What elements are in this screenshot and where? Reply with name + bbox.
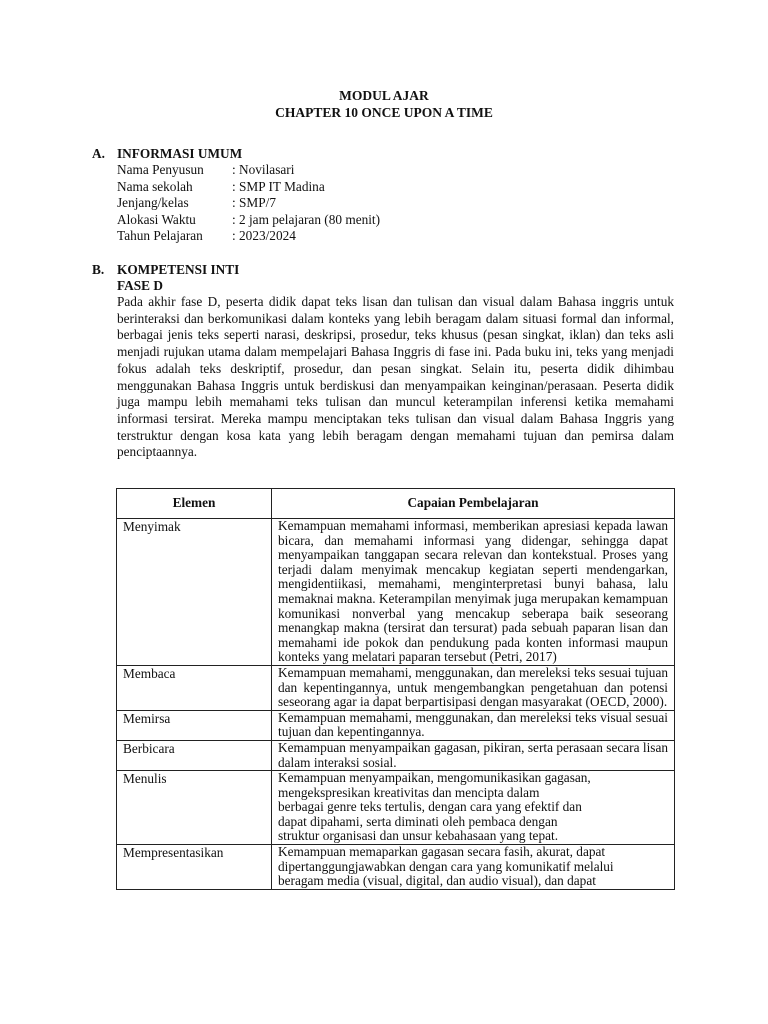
table-header-row xyxy=(117,489,675,519)
info-label: Nama Penyusun xyxy=(117,162,204,177)
info-value: : Novilasari xyxy=(232,162,295,177)
info-label: Nama sekolah xyxy=(117,178,193,194)
outcome-cell: Kemampuan menyampaikan gagasan, pikiran, serta perasaan secara lisan dalam interaksi sosial. xyxy=(272,740,675,770)
general-info-list xyxy=(117,162,380,245)
learning-outcomes-table xyxy=(116,488,675,890)
outcome-line: mengekspresikan kreativitas dan mencipta dalam xyxy=(278,784,540,800)
info-value: : 2023/2024 xyxy=(232,228,296,244)
outcome-line: berbagai genre teks tertulis, dengan cara yang efektif dan xyxy=(278,799,582,815)
table-row xyxy=(117,665,675,710)
info-value: : SMP/7 xyxy=(232,195,276,211)
info-row xyxy=(117,228,380,245)
element-cell: Menyimak xyxy=(117,519,272,666)
outcome-cell: Kemampuan memahami, menggunakan, dan mereleksi teks visual sesuai tujuan dan kepentingannya. xyxy=(272,710,675,740)
outcome-cell xyxy=(272,771,675,845)
outcome-line: struktur organisasi dan unsur kebahasaan yang tepat. xyxy=(278,828,559,844)
outcome-cell: Kemampuan memahami, menggunakan, dan mereleksi teks sesuai tujuan dan kepentingannya, untuk mengembangkan pengetahuan dan potensi seseorang agar ia dapat berpartisipasi dengan masyarakat (OECD, 2000). xyxy=(272,665,675,710)
outcome-line: Kemampuan menyampaikan, mengomunikasikan gagasan, xyxy=(278,770,591,786)
section-a-title: INFORMASI UMUM xyxy=(117,146,243,161)
table-row xyxy=(117,710,675,740)
info-row xyxy=(117,212,380,229)
table-row xyxy=(117,740,675,770)
outcome-line: Kemampuan memaparkan gagasan secara fasih, akurat, dapat xyxy=(278,844,606,860)
info-label: Tahun Pelajaran xyxy=(117,228,203,244)
header-outcome: Capaian Pembelajaran xyxy=(272,489,675,519)
info-value: : 2 jam pelajaran (80 menit) xyxy=(232,211,381,227)
info-label: Alokasi Waktu xyxy=(117,211,196,227)
header-element: Elemen xyxy=(117,489,272,519)
outcome-cell: Kemampuan memahami informasi, memberikan apresiasi kepada lawan bicara, dan memahami informasi yang didengar, sehingga dapat menyampaikan tanggapan secara relevan dan kontekstual. Proses yang terjadi dalam menyimak mencakup kegiatan seperti mendengarkan, mengidentiikasi, memahami, menginterpretasi bunyi bahasa, lalu memaknai makna. Keterampilan menyimak juga merupakan kemampuan komunikasi nonverbal yang mencakup seberapa baik seseorang menangkap makna (tersirat dan tersurat) pada sebuah paparan lisan dan memahami ide pokok dan pendukung pada konten informasi maupun konteks yang melatari paparan tersebut (Petri, 2017) xyxy=(272,519,675,666)
outcome-line: dapat dipahami, serta diminati oleh pembaca dengan xyxy=(278,813,558,829)
section-b-title: KOMPETENSI INTI xyxy=(117,262,240,277)
element-cell: Menulis xyxy=(117,771,272,845)
chapter-title: CHAPTER 10 ONCE UPON A TIME xyxy=(275,105,493,120)
section-b-letter: B. xyxy=(92,262,105,277)
competency-paragraph: Pada akhir fase D, peserta didik dapat teks lisan dan tulisan dan visual dalam Bahasa inggris untuk berinteraksi dan berkomunikasi dalam konteks yang lebih beragam dalam situasi formal dan informal, berbagai jenis teks seperti narasi, deskripsi, prosedur, teks khusus (pesan singkat, iklan) dan teks asli menjadi rujukan utama dalam mempelajari Bahasa Inggris di fase ini. Pada buku ini, teks yang menjadi fokus adalah teks deskriptif, prosedur, dan pesan singkat. Selain itu, peserta didik dihimbau menggunakan Bahasa Inggris untuk berdiskusi dan menyampaikan keinginan/perasaan. Peserta didik juga mampu lebih memahami teks tulisan dan muncul keterampilan inferensi ketika memahami informasi tersirat. Mereka mampu menciptakan teks tulisan dan visual dalam Bahasa Inggris yang terstruktur dengan kosa kata yang lebih beragam dengan memahami tujuan dan pemirsa dalam penciptaannya. xyxy=(117,294,674,460)
info-value: : SMP IT Madina xyxy=(232,178,325,194)
table-row xyxy=(117,519,675,666)
section-a-letter: A. xyxy=(92,146,105,161)
element-cell: Membaca xyxy=(117,665,272,710)
info-label: Jenjang/kelas xyxy=(117,195,189,211)
document-title: MODUL AJAR xyxy=(339,88,429,103)
table-row xyxy=(117,845,675,890)
info-row xyxy=(117,195,380,212)
outcome-cell xyxy=(272,845,675,890)
outcome-line: beragam media (visual, digital, dan audio visual), dan dapat xyxy=(278,873,596,889)
outcome-line: dipertanggungjawabkan dengan cara yang komunikatif melalui xyxy=(278,858,614,874)
element-cell: Mempresentasikan xyxy=(117,845,272,890)
element-cell: Memirsa xyxy=(117,710,272,740)
table-row xyxy=(117,771,675,845)
info-row xyxy=(117,179,380,196)
phase-subtitle: FASE D xyxy=(117,278,163,293)
info-row xyxy=(117,162,380,179)
element-cell: Berbicara xyxy=(117,740,272,770)
